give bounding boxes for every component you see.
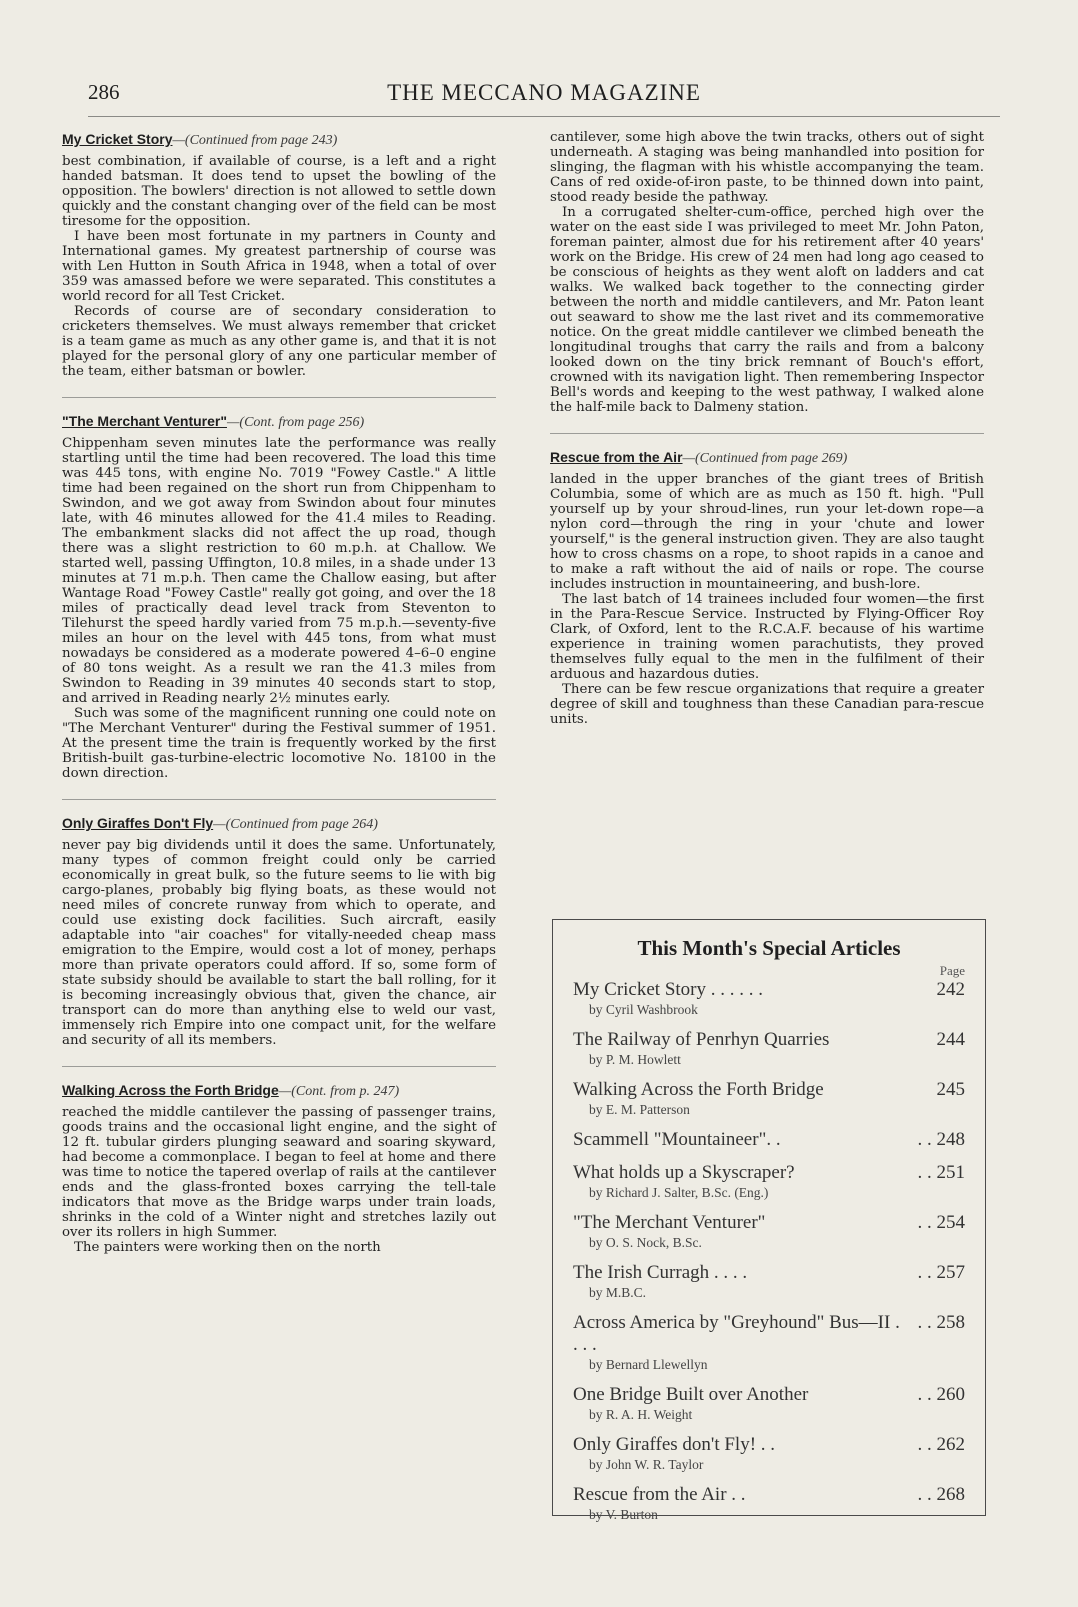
entry-author: by John W. R. Taylor bbox=[589, 1457, 704, 1472]
paragraph: reached the middle cantilever the passing of passenger trains, goods trains and the occasional light engine, and the sight of 12 ft. tubular girders plunging seaward and soaring skyward, had become a commonplace. I began to feel at home and there was time to notice the tapered overlap of rails at the cantilever ends and the glass-fronted boxes carrying the tell-tale indicators that move as the Bridge warps under train loads, shrinks in the cold of a Winter night and stretches lazily out over its rollers in high Summer. bbox=[62, 1105, 496, 1240]
paragraph: never pay big dividends until it does the same. Unfortunately, many types of common freight could only be carried economically in great bulk, so the future seems to lie with big cargo-planes, probably big flying boats, as these would not need miles of concrete runway from which to operate, and could use existing dock facilities. Such aircraft, easily adaptable into "air coaches" for vitally-needed cheap mass emigration to the Empire, would cost a lot of money, perhaps more than private operators could afford. If so, some form of state subsidy should be available to start the ball rolling, for it is becoming increasingly obvious that, given the chance, air transport can do more than anything else to weld our vast, immensely rich Empire into one compact unit, for the welfare and security of all its members. bbox=[62, 838, 496, 1048]
entry-page: 244 bbox=[936, 1029, 965, 1050]
article-heading bbox=[550, 448, 984, 468]
article-title: Rescue from the Air bbox=[550, 449, 683, 465]
paragraph: I have been most fortunate in my partners in County and International games. My greatest partnership of course was with Len Hutton in South Africa in 1948, when a total of over 359 was amassed before we were separated. This constitutes a world record for all Test Cricket. bbox=[62, 229, 496, 304]
entry-title: "The Merchant Venturer" bbox=[573, 1212, 766, 1233]
article-heading bbox=[62, 814, 496, 834]
article-forth-bridge bbox=[62, 1081, 496, 1255]
continued-note: —(Continued from page 269) bbox=[682, 451, 848, 466]
contents-entry bbox=[573, 1484, 965, 1523]
continued-note: —(Continued from page 243) bbox=[172, 133, 338, 148]
contents-entry bbox=[573, 1029, 965, 1068]
continued-note: —(Cont. from page 256) bbox=[226, 415, 365, 430]
section-divider bbox=[550, 433, 984, 434]
entry-line bbox=[573, 1129, 965, 1151]
entry-author: by E. M. Patterson bbox=[589, 1102, 690, 1117]
article-title: My Cricket Story bbox=[62, 131, 173, 147]
article-rescue bbox=[550, 448, 984, 727]
contents-entry bbox=[573, 1434, 965, 1473]
paragraph: cantilever, some high above the twin tracks, others out of sight underneath. A staging was being manhandled into position for slinging, the flagman with his whistle accompanying the team. Cans of red oxide-of-iron paste, to be thinned down into paint, stood ready beside the pathway. bbox=[550, 130, 984, 205]
section-divider bbox=[62, 799, 496, 800]
article-cricket bbox=[62, 130, 496, 379]
special-articles-box bbox=[552, 919, 986, 1522]
entry-page: 242 bbox=[936, 979, 965, 1000]
entry-title: The Irish Curragh . . . . bbox=[573, 1262, 748, 1283]
entry-line bbox=[573, 1262, 965, 1284]
left-column bbox=[62, 130, 496, 1273]
paragraph: The painters were working then on the north bbox=[74, 1240, 381, 1255]
entry-line bbox=[573, 1029, 965, 1051]
article-title: Walking Across the Forth Bridge bbox=[62, 1082, 279, 1098]
paragraph: Chippenham seven minutes late the performance was really startling until the time had been recovered. The load this time was 445 tons, with engine No. 7019 "Fowey Castle." A little time had been regained on the short run from Chippenham to Swindon, and we got away from Swindon about four minutes late, with 46 minutes allowed for the 41.4 miles to Reading. The embankment slacks did not affect the up road, though there was a slight restriction to 60 m.p.h. at Challow. We started well, passing Uffington, 10.8 miles, in a shade under 13 minutes at 71 m.p.h. Then came the Challow easing, but after Wantage Road "Fowey Castle" really got going, and over the 18 miles of practically dead level track from Steventon to Tilehurst the speed hardly varied from 75 m.p.h.—seventy-five miles an hour on the level with 445 tons, from what must nowadays be considered as a moderate powered 4–6–0 engine of 80 tons weight. As a result we ran the 41.3 miles from Swindon to Reading in 39 minutes 40 seconds start to stop, and arrived in Reading nearly 2½ minutes early. bbox=[62, 436, 496, 706]
section-divider bbox=[62, 397, 496, 398]
right-column bbox=[550, 130, 984, 745]
contents-list bbox=[573, 979, 965, 1523]
article-forth-bridge-continued bbox=[550, 130, 984, 415]
entry-author: by Richard J. Salter, B.Sc. (Eng.) bbox=[589, 1185, 769, 1200]
entry-line bbox=[573, 1079, 965, 1101]
contents-entry bbox=[573, 1212, 965, 1251]
box-title: This Month's Special Articles bbox=[637, 936, 901, 960]
contents-entry bbox=[573, 1129, 965, 1151]
paragraph: best combination, if available of course, is a left and a right handed batsman. It does tend to upset the bowling of the opposition. The bowlers' direction is not allowed to settle down quickly and the constant changing over of the field can be most tiresome for the opposition. bbox=[62, 154, 496, 229]
entry-page: . . 268 bbox=[917, 1484, 965, 1505]
entry-title: Scammell "Mountaineer". . bbox=[573, 1129, 781, 1150]
entry-page: . . 251 bbox=[917, 1162, 965, 1183]
entry-page: 245 bbox=[936, 1079, 965, 1100]
article-title: Only Giraffes Don't Fly bbox=[62, 815, 214, 831]
page-column-label: Page bbox=[939, 963, 965, 978]
entry-line bbox=[573, 1212, 965, 1234]
entry-author: by Cyril Washbrook bbox=[589, 1002, 698, 1017]
contents-entry bbox=[573, 1262, 965, 1301]
article-heading bbox=[62, 412, 496, 432]
article-heading bbox=[62, 130, 496, 150]
entry-page: . . 262 bbox=[917, 1434, 965, 1455]
continued-note: —(Continued from page 264) bbox=[213, 817, 378, 832]
header-rule bbox=[88, 116, 1000, 117]
continued-note: —(Cont. from p. 247) bbox=[278, 1084, 400, 1099]
entry-page: . . 258 bbox=[917, 1312, 965, 1333]
contents-entry bbox=[573, 1079, 965, 1118]
page-number: 286 bbox=[88, 80, 120, 104]
entry-page: . . 248 bbox=[917, 1129, 965, 1150]
paragraph: Such was some of the magnificent running one could note on "The Merchant Venturer" during the Festival summer of 1951. At the present time the train is frequently worked by the first British-built gas-turbine-electric locomotive No. 18100 in the down direction. bbox=[62, 706, 496, 781]
entry-line bbox=[573, 1384, 965, 1406]
entry-line bbox=[573, 1484, 965, 1506]
article-merchant-venturer bbox=[62, 412, 496, 781]
magazine-title: THE MECCANO MAGAZINE bbox=[387, 80, 701, 105]
contents-entry bbox=[573, 1384, 965, 1423]
contents-entry bbox=[573, 1312, 965, 1373]
contents-entry bbox=[573, 1162, 965, 1201]
entry-author: by P. M. Howlett bbox=[589, 1052, 681, 1067]
entry-title: My Cricket Story . . . . . . bbox=[573, 979, 763, 1000]
entry-line bbox=[573, 1162, 965, 1184]
entry-page: . . 260 bbox=[917, 1384, 965, 1405]
entry-line bbox=[573, 979, 965, 1001]
paragraph: landed in the upper branches of the giant trees of British Columbia, some of which are as much as 150 ft. high. "Pull yourself up by your shroud-lines, run your let-down rope—a nylon cord—through the ring in your 'chute and lower yourself," is the general instruction given. They are also taught how to cross chasms on a rope, to shoot rapids in a canoe and to make a raft without the aid of nails or rope. The course includes instruction in mountaineering, and bush-lore. bbox=[550, 472, 984, 592]
paragraph: The last batch of 14 trainees included four women—the first in the Para-Rescue Service. Instructed by Flying-Officer Roy Clark, of Oxford, lent to the R.C.A.F. because of his wartime experience in training women parachutists, they proved themselves fully equal to the men in the fulfilment of their arduous and hazardous duties. bbox=[550, 592, 984, 682]
paragraph: There can be few rescue organizations that require a greater degree of skill and toughness than these Canadian para-rescue units. bbox=[550, 682, 984, 727]
entry-title: Rescue from the Air . . bbox=[573, 1484, 746, 1505]
entry-title: Across America by "Greyhound" Bus—II . . . . bbox=[573, 1312, 900, 1355]
article-title: "The Merchant Venturer" bbox=[62, 413, 227, 429]
entry-title: The Railway of Penrhyn Quarries bbox=[573, 1029, 830, 1050]
entry-line bbox=[573, 1312, 965, 1356]
article-giraffes bbox=[62, 814, 496, 1048]
entry-page: . . 254 bbox=[917, 1212, 965, 1233]
entry-author: by M.B.C. bbox=[589, 1285, 647, 1300]
paragraph: Records of course are of secondary consideration to cricketers themselves. We must always remember that cricket is a team game as much as any other game is, and that it is not played for the personal glory of any one particular member of the team, either batsman or bowler. bbox=[62, 304, 496, 379]
entry-title: Walking Across the Forth Bridge bbox=[573, 1079, 824, 1100]
entry-line bbox=[573, 1434, 965, 1456]
paragraph: In a corrugated shelter-cum-office, perched high over the water on the east side I was privileged to meet Mr. John Paton, foreman painter, almost due for his retirement after 40 years' work on the Bridge. His crew of 24 men had long ago ceased to be conscious of heights as they went aloft on ladders and cat walks. We walked back together to the connecting girder between the north and middle cantilevers, and Mr. Paton leant out seaward to show me the last rivet and its commemorative notice. On the great middle cantilever we climbed beneath the longitudinal troughs that carry the rails and from a balcony looked down on the tiny brick remnant of Bouch's effort, crowned with its navigation light. Then remembering Inspector Bell's words and keeping to the west pathway, I walked alone the half-mile back to Dalmeny station. bbox=[550, 205, 984, 415]
entry-author: by V. Burton bbox=[589, 1507, 658, 1522]
entry-title: What holds up a Skyscraper? bbox=[573, 1162, 795, 1183]
contents-entry bbox=[573, 979, 965, 1018]
article-heading bbox=[62, 1081, 496, 1101]
entry-author: by R. A. H. Weight bbox=[589, 1407, 693, 1422]
entry-title: One Bridge Built over Another bbox=[573, 1384, 809, 1405]
entry-title: Only Giraffes don't Fly! . . bbox=[573, 1434, 776, 1455]
entry-author: by Bernard Llewellyn bbox=[589, 1357, 708, 1372]
section-divider bbox=[62, 1066, 496, 1067]
entry-author: by O. S. Nock, B.Sc. bbox=[589, 1235, 702, 1250]
entry-page: . . 257 bbox=[917, 1262, 965, 1283]
page-header bbox=[88, 80, 1000, 112]
